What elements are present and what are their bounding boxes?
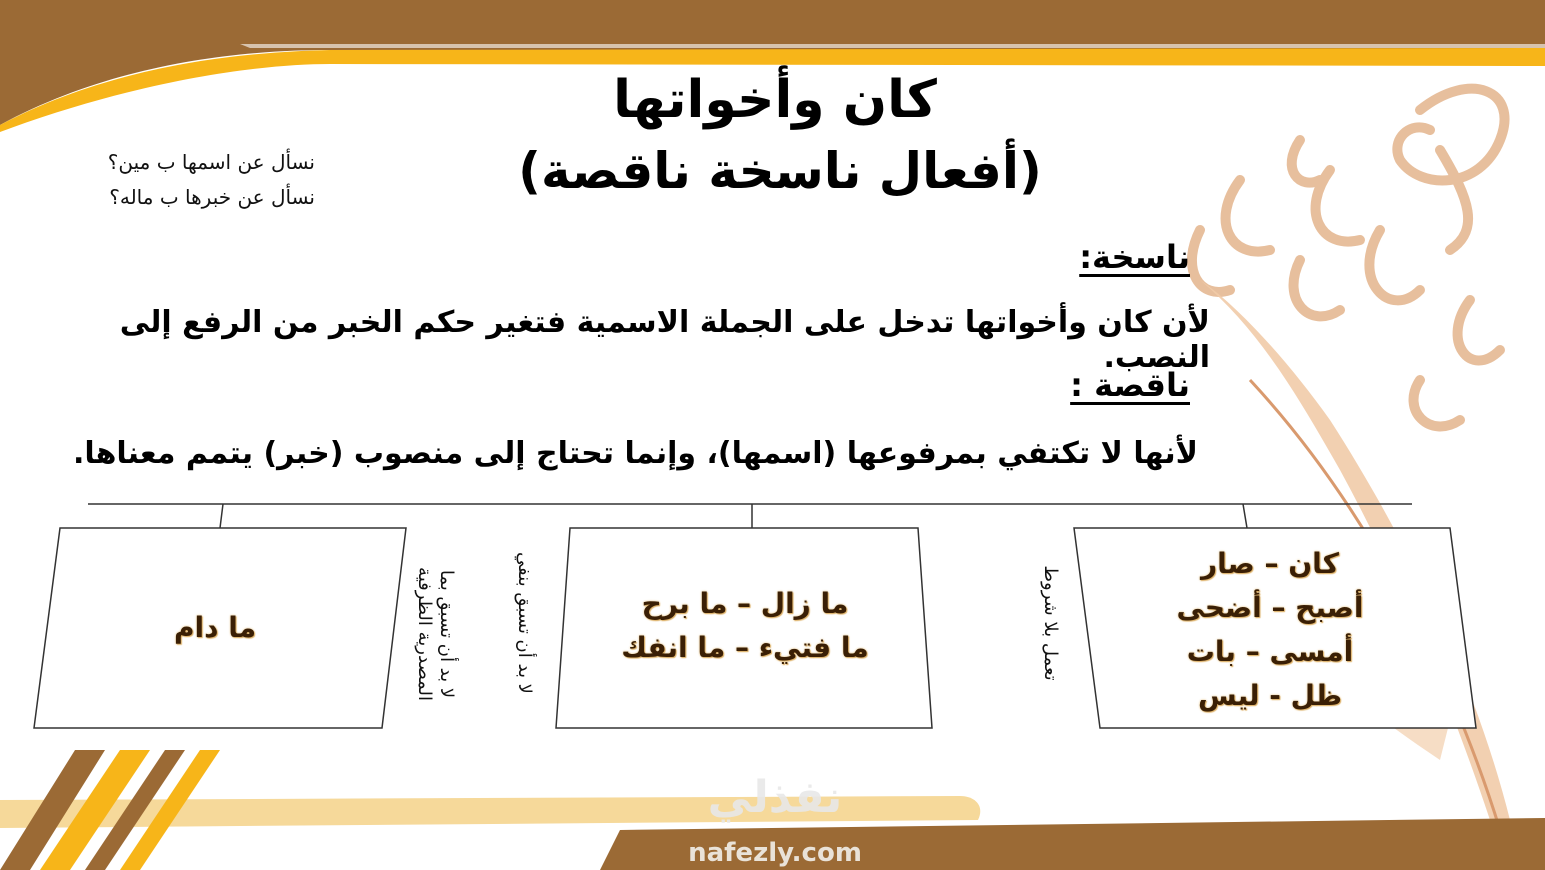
box-right-line: أمسى – بات: [1186, 635, 1354, 668]
hint-predicate-question: نسأل عن خبرها ب ماله؟: [109, 185, 315, 209]
naskha-label: ناسخة:: [1079, 238, 1190, 276]
page-title: كان وأخواتها: [613, 70, 937, 130]
naqisa-label: ناقصة :: [1070, 366, 1190, 404]
watermark-latin: nafezly.com: [688, 838, 862, 868]
box-middle-line: ما فتيء – ما انفك: [621, 631, 869, 664]
box-middle-line: ما زال – ما برح: [641, 587, 849, 620]
box-right-line: أصبح – أضحى: [1176, 591, 1364, 624]
side-note-left: [413, 534, 457, 734]
box-left-line: ما دام: [173, 611, 257, 644]
naqisa-text: لأنها لا تكتفي بمرفوعها (اسمها)، وإنما تحتاج إلى منصوب (خبر) يتمم معناها.: [72, 436, 1198, 471]
side-note-left-line2: المصدرية الظرفية: [414, 567, 435, 701]
watermark-arabic: نفذلي: [707, 772, 843, 823]
box-right-content: [1110, 542, 1430, 718]
naskha-text: لأن كان وأخواتها تدخل على الجملة الاسمية فتغير حكم الخبر من الرفع إلى النصب.: [119, 305, 1210, 375]
box-left-content: [100, 606, 330, 650]
arabic-calligraphy-decor: [1192, 89, 1505, 427]
side-note-right: تعمل بلا شروط: [1040, 565, 1061, 681]
tree-connectors: [88, 504, 1412, 528]
box-right-line: ظل - ليس: [1197, 679, 1342, 712]
hint-name-question: نسأل عن اسمها ب مين؟: [107, 150, 315, 174]
side-note-left-line1: لا بد أن تسبق بما: [436, 569, 457, 699]
box-middle-content: [585, 582, 905, 670]
side-note-middle: لا بد أن تسبق بنفي: [514, 552, 535, 694]
box-right-line: كان – صار: [1201, 547, 1339, 580]
page-subtitle: (أفعال ناسخة ناقصة): [518, 142, 1042, 200]
